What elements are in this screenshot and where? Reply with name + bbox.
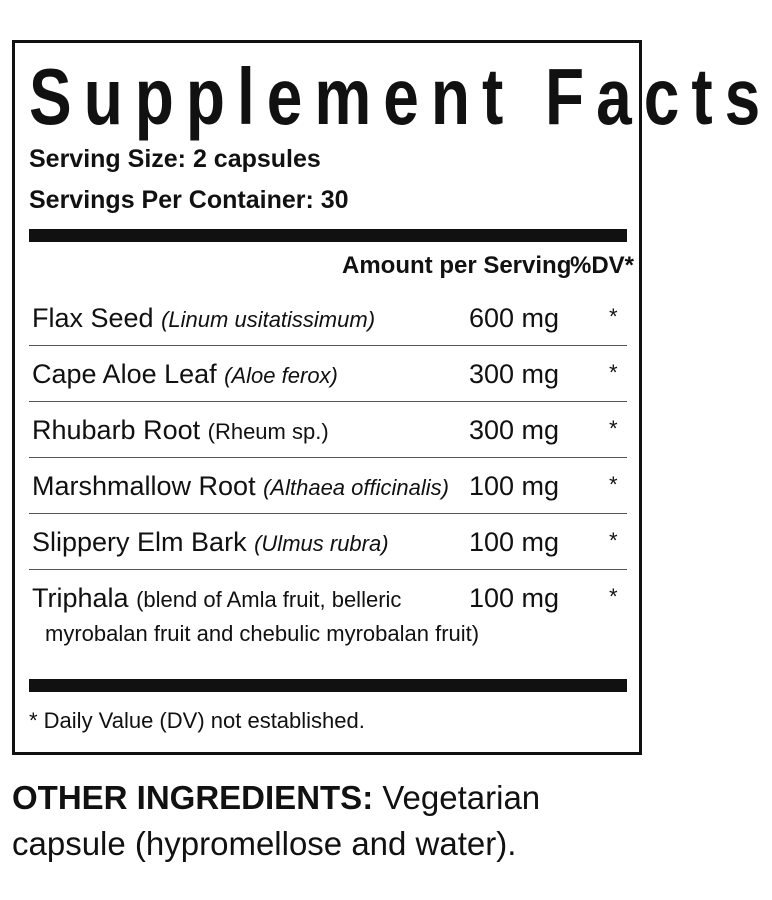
column-header-dv: %DV* <box>570 252 635 279</box>
ingredient-latin-continued: myrobalan fruit and chebulic myrobalan fruit) <box>45 621 480 646</box>
footnote: * Daily Value (DV) not established. <box>29 708 365 733</box>
ingredient-dv: * <box>609 472 618 497</box>
ingredient-name <box>32 414 329 448</box>
ingredient-amount: 100 mg <box>469 471 560 501</box>
other-ingredients <box>12 775 652 867</box>
servings-per-container: Servings Per Container: 30 <box>29 186 349 214</box>
ingredient-common-name: Marshmallow Root <box>32 471 256 501</box>
panel-title: Supplement Facts <box>29 52 772 141</box>
ingredient-latin-name: (Althaea officinalis) <box>263 475 449 500</box>
ingredient-common-name: Slippery Elm Bark <box>32 527 247 557</box>
ingredient-dv: * <box>609 584 618 609</box>
ingredient-list <box>29 290 627 653</box>
ingredient-amount: 300 mg <box>469 359 560 389</box>
divider-thick-top <box>29 229 627 242</box>
ingredient-row <box>29 402 627 458</box>
ingredient-name <box>32 358 338 392</box>
ingredient-row <box>29 458 627 514</box>
ingredient-row <box>29 346 627 402</box>
ingredient-common-name: Rhubarb Root <box>32 415 201 445</box>
ingredient-latin-name: (blend of Amla fruit, belleric <box>136 587 402 612</box>
ingredient-row <box>29 514 627 570</box>
ingredient-latin-name: (Aloe ferox) <box>224 363 338 388</box>
ingredient-name <box>32 526 389 560</box>
ingredient-row <box>29 290 627 346</box>
other-ingredients-label: OTHER INGREDIENTS: <box>12 779 374 816</box>
ingredient-dv: * <box>609 304 618 329</box>
ingredient-amount: 600 mg <box>469 303 560 333</box>
ingredient-name <box>32 582 401 616</box>
ingredient-latin-name: (Rheum sp.) <box>207 419 329 444</box>
ingredient-dv: * <box>609 360 618 385</box>
ingredient-amount: 300 mg <box>469 415 560 445</box>
divider-thick-bottom <box>29 679 627 692</box>
column-header-amount: Amount per Serving <box>342 252 572 279</box>
other-ingredients-text: Vegetarian capsule (hypromellose and water). <box>12 779 541 862</box>
ingredient-common-name: Cape Aloe Leaf <box>32 359 217 389</box>
ingredient-amount: 100 mg <box>469 527 560 557</box>
ingredient-latin-name: (Linum usitatissimum) <box>161 307 376 332</box>
ingredient-common-name: Triphala <box>32 583 129 613</box>
ingredient-dv: * <box>609 528 618 553</box>
ingredient-dv: * <box>609 416 618 441</box>
serving-size: Serving Size: 2 capsules <box>29 145 321 173</box>
ingredient-name <box>32 470 449 504</box>
ingredient-amount: 100 mg <box>469 583 560 613</box>
supplement-facts-panel <box>12 40 772 755</box>
ingredient-common-name: Flax Seed <box>32 303 154 333</box>
ingredient-row <box>29 570 627 653</box>
ingredient-name <box>32 302 375 336</box>
ingredient-latin-name: (Ulmus rubra) <box>254 531 389 556</box>
